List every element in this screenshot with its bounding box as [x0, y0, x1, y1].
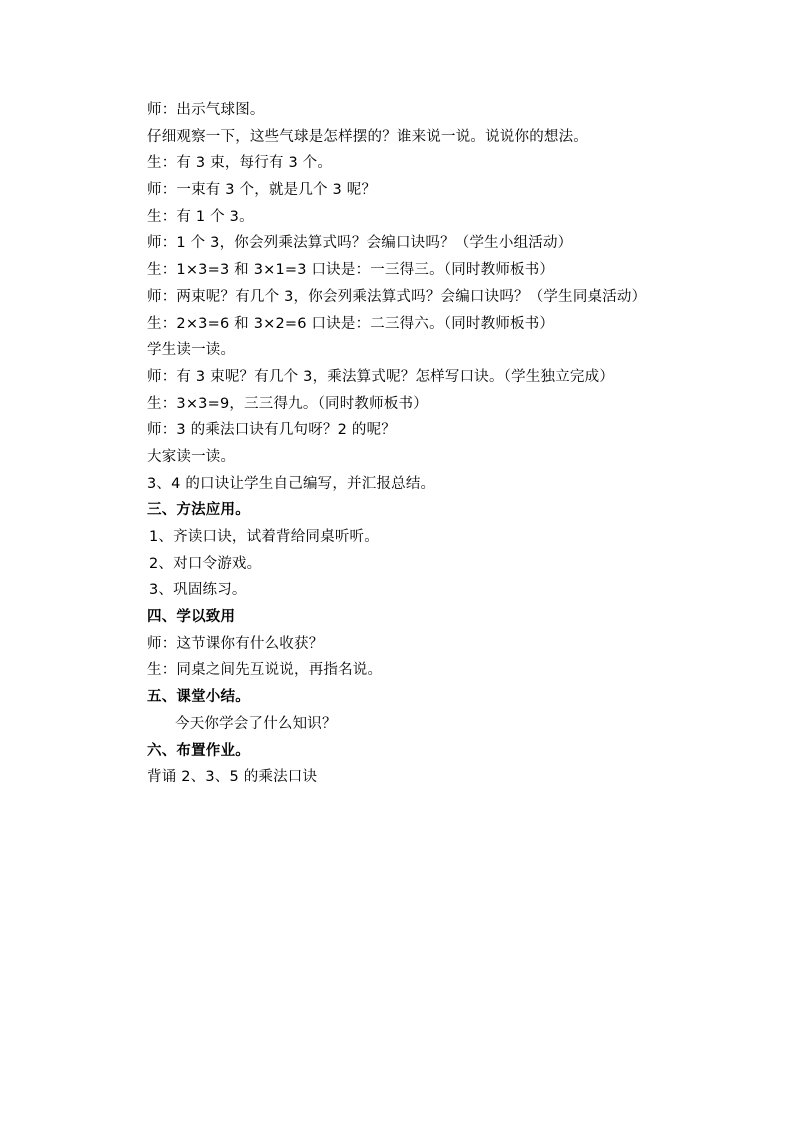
- paragraph-line: 师：有 3 束呢？有几个 3，乘法算式呢？怎样写口诀。（学生独立完成）: [147, 368, 615, 385]
- section-heading: 五、课堂小结。: [147, 689, 250, 706]
- list-item: 1、齐读口诀，试着背给同桌听听。: [149, 529, 379, 546]
- paragraph-line: 生：3×3=9，三三得九。（同时教师板书）: [147, 395, 428, 412]
- paragraph-line: 生：1×3=3 和 3×1=3 口诀是：一三得三。（同时教师板书）: [147, 262, 555, 279]
- paragraph-line: 生：有 1 个 3。: [147, 208, 254, 225]
- paragraph-line: 师：这节课你有什么收获？: [147, 635, 324, 652]
- paragraph-line: 大家读一读。: [147, 448, 236, 465]
- paragraph-line: 3、4 的口诀让学生自己编写，并汇报总结。: [147, 475, 436, 492]
- paragraph-line: 生：有 3 束，每行有 3 个。: [147, 155, 333, 172]
- paragraph-line: 学生读一读。: [147, 342, 236, 359]
- paragraph-line: 仔细观察一下，这些气球是怎样摆的？谁来说一说。说说你的想法。: [147, 128, 588, 145]
- paragraph-line: 生：同桌之间先互说说，再指名说。: [147, 662, 383, 679]
- paragraph-line: 师：3 的乘法口诀有几句呀？2 的呢？: [147, 422, 396, 439]
- paragraph-line: 师：1 个 3，你会列乘法算式吗？会编口诀吗？（学生小组活动）: [147, 235, 573, 252]
- paragraph-text: 师：两束呢？有几个 3，你会列乘法算式吗？会编口诀吗？（学生同桌活动）: [147, 288, 647, 305]
- paragraph-line: 师：一束有 3 个，就是几个 3 呢？: [147, 182, 377, 199]
- list-item: 3、巩固练习。: [149, 582, 247, 599]
- paragraph-line: 背诵 2、3、5 的乘法口诀: [147, 769, 318, 786]
- list-item: 2、对口令游戏。: [149, 555, 262, 572]
- section-heading: 四、学以致用: [147, 609, 236, 626]
- paragraph-line-wrapped: [120, 284, 680, 311]
- paragraph-line: 师：出示气球图。: [147, 102, 265, 118]
- section-heading: 六、布置作业。: [147, 742, 250, 759]
- paragraph-line: 今天你学会了什么知识？: [175, 715, 337, 732]
- paragraph-line: 生：2×3=6 和 3×2=6 口诀是：二三得六。（同时教师板书）: [147, 315, 555, 332]
- section-heading: 三、方法应用。: [147, 502, 250, 519]
- document-body: [120, 97, 680, 791]
